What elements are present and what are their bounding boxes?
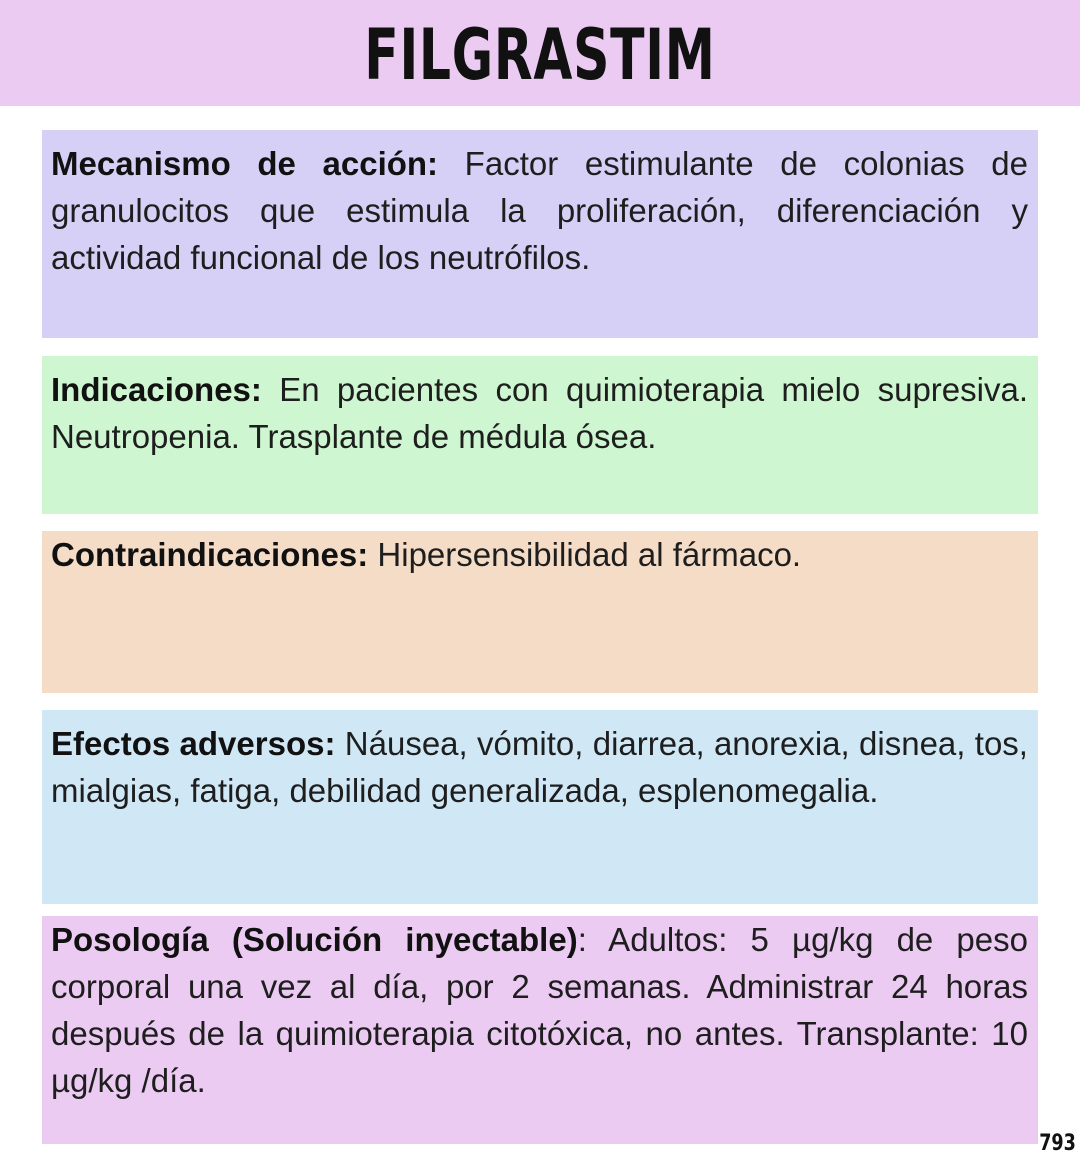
section-paragraph — [51, 140, 1028, 281]
section-contraindicaciones — [42, 531, 1038, 693]
section-posologia — [42, 916, 1038, 1144]
page-title: FILGRASTIM — [364, 14, 716, 96]
section-paragraph — [51, 531, 1028, 578]
section-mecanismo — [42, 130, 1038, 338]
section-paragraph — [51, 720, 1028, 814]
section-label: Mecanismo de acción: — [51, 145, 439, 182]
section-label: Indicaciones: — [51, 371, 262, 408]
section-label: Efectos adversos: — [51, 725, 336, 762]
section-text: Hipersensibilidad al fármaco. — [368, 536, 802, 573]
page-number: 793 — [1039, 1131, 1076, 1156]
section-label: Posología (Solución inyectable) — [51, 921, 578, 958]
section-indicaciones — [42, 356, 1038, 514]
section-text: : Adultos: 5 µg/kg de peso corporal una vez al día, por 2 semanas. Administrar 24 horas después de la quimioterapia citotóxica, no antes. Transplante: 10 µg/kg /día. — [51, 921, 1028, 1099]
section-label: Contraindicaciones: — [51, 536, 369, 573]
section-text: En pacientes con quimioterapia mielo supresiva. Neutropenia. Trasplante de médula ósea. — [51, 371, 1028, 455]
section-text: Factor estimulante de colonias de granulocitos que estimula la proliferación, diferenciación y actividad funcional de los neutrófilos. — [51, 145, 1028, 276]
section-paragraph — [51, 916, 1028, 1104]
section-text: Náusea, vómito, diarrea, anorexia, disnea, tos, mialgias, fatiga, debilidad generalizada, esplenomegalia. — [51, 725, 1028, 809]
section-efectos-adversos — [42, 710, 1038, 904]
title-banner — [0, 0, 1080, 106]
section-paragraph — [51, 366, 1028, 460]
